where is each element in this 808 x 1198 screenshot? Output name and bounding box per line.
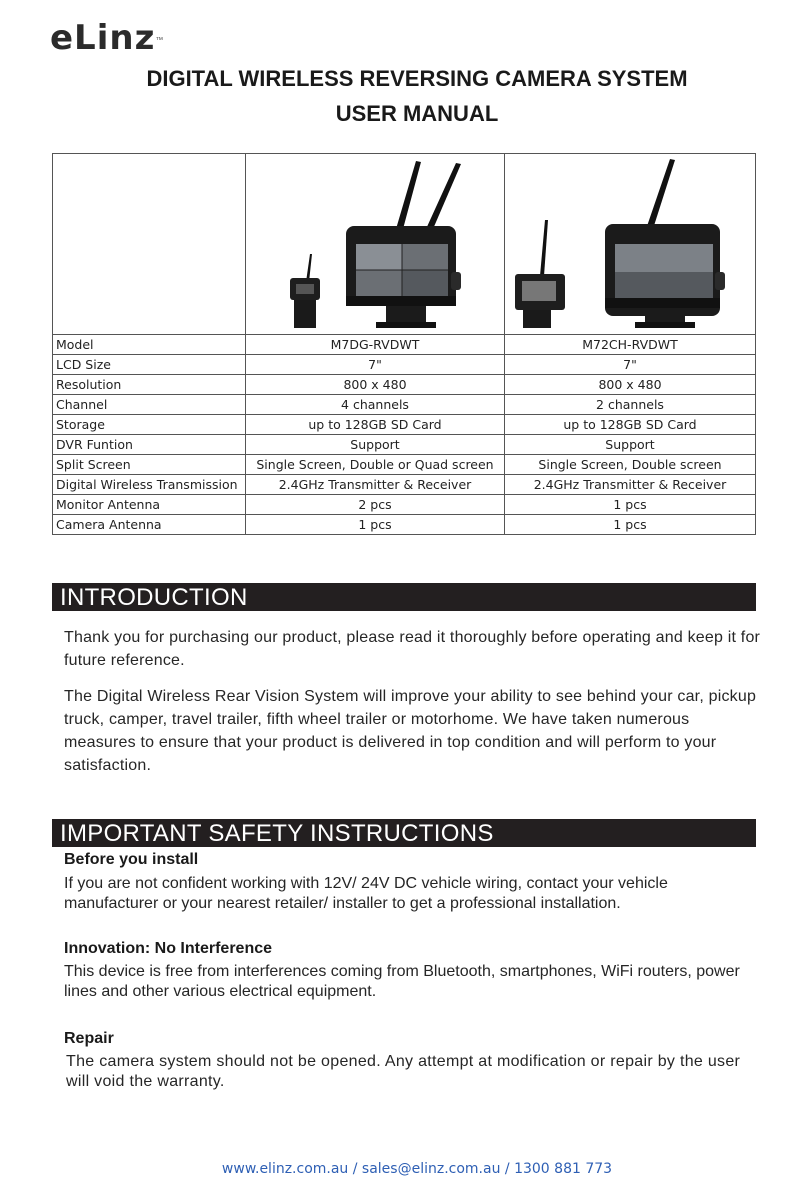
spec-value-4ch: up to 128GB SD Card	[246, 415, 505, 435]
spec-value-2ch: 800 x 480	[505, 375, 756, 395]
before-install-text: If you are not confident working with 12V/ 24V DC vehicle wiring, contact your vehicle manufacturer or your nearest retailer/ installer to get a professional installation.	[64, 875, 668, 912]
spec-row	[53, 435, 756, 455]
spec-table	[52, 153, 756, 535]
spec-row	[53, 495, 756, 515]
spec-row	[53, 455, 756, 475]
before-install-heading: Before you install	[64, 851, 199, 868]
footer-contact: www.elinz.com.au / sales@elinz.com.au / 1300 881 773	[221, 1161, 613, 1177]
spec-value-2ch: up to 128GB SD Card	[505, 415, 756, 435]
spec-value-4ch: 1 pcs	[246, 515, 505, 535]
spec-value-4ch: 7"	[246, 355, 505, 375]
spec-value-2ch: 7"	[505, 355, 756, 375]
spec-label: Digital Wireless Transmission	[53, 475, 246, 495]
spec-label: Split Screen	[53, 455, 246, 475]
spec-value-2ch: 2 channels	[505, 395, 756, 415]
brand-logo	[50, 18, 190, 62]
spec-label: Resolution	[53, 375, 246, 395]
introduction-heading: INTRODUCTION	[52, 583, 756, 611]
document-title: DIGITAL WIRELESS REVERSING CAMERA SYSTEM	[146, 66, 688, 91]
spec-label: Channel	[53, 395, 246, 415]
spec-value-2ch: 2.4GHz Transmitter & Receiver	[505, 475, 756, 495]
product-image-row	[53, 154, 756, 335]
spec-value-4ch: 4 channels	[246, 395, 505, 415]
spec-value-4ch: Support	[246, 435, 505, 455]
spec-label: LCD Size	[53, 355, 246, 375]
monitor-camera-4ch-image	[246, 154, 504, 334]
spec-row	[53, 415, 756, 435]
spec-row	[53, 395, 756, 415]
innovation-text: This device is free from interferences coming from Bluetooth, smartphones, WiFi routers, power lines and other various electrical equipment.	[64, 963, 740, 1000]
spec-value-4ch: 800 x 480	[246, 375, 505, 395]
spec-label: Model	[53, 335, 246, 355]
safety-heading: IMPORTANT SAFETY INSTRUCTIONS	[52, 819, 756, 847]
spec-label: Storage	[53, 415, 246, 435]
spec-row	[53, 515, 756, 535]
spec-label: DVR Funtion	[53, 435, 246, 455]
spec-value-4ch: M7DG-RVDWT	[246, 335, 505, 355]
empty-cell	[53, 154, 246, 335]
monitor-camera-2ch-image	[505, 154, 763, 334]
repair-text: The camera system should not be opened. Any attempt at modification or repair by the user will void the warranty.	[66, 1053, 741, 1090]
spec-value-2ch: Single Screen, Double screen	[505, 455, 756, 475]
product-image-4ch	[246, 154, 505, 335]
innovation-heading: Innovation: No Interference	[64, 940, 273, 957]
trademark-mark: ™	[155, 35, 164, 45]
intro-paragraph-1: Thank you for purchasing our product, please read it thoroughly before operating and keep it for future reference.	[64, 629, 761, 669]
logo-text: eLinz	[50, 18, 156, 58]
spec-row	[53, 475, 756, 495]
repair-heading: Repair	[64, 1030, 114, 1047]
spec-value-2ch: 1 pcs	[505, 495, 756, 515]
spec-row	[53, 375, 756, 395]
spec-value-2ch: 1 pcs	[505, 515, 756, 535]
spec-row	[53, 335, 756, 355]
spec-value-4ch: Single Screen, Double or Quad screen	[246, 455, 505, 475]
spec-label: Monitor Antenna	[53, 495, 246, 515]
document-subtitle: USER MANUAL	[335, 101, 499, 126]
spec-value-4ch: 2 pcs	[246, 495, 505, 515]
spec-value-4ch: 2.4GHz Transmitter & Receiver	[246, 475, 505, 495]
spec-value-2ch: Support	[505, 435, 756, 455]
spec-row	[53, 355, 756, 375]
intro-paragraph-2: The Digital Wireless Rear Vision System will improve your ability to see behind your car, pickup truck, camper, travel trailer, fifth wheel trailer or motorhome. We have taken numerous measures to ensure that your product is delivered in top condition and will perform to your satisfaction.	[64, 688, 757, 774]
product-image-2ch	[505, 154, 756, 335]
spec-label: Camera Antenna	[53, 515, 246, 535]
spec-value-2ch: M72CH-RVDWT	[505, 335, 756, 355]
